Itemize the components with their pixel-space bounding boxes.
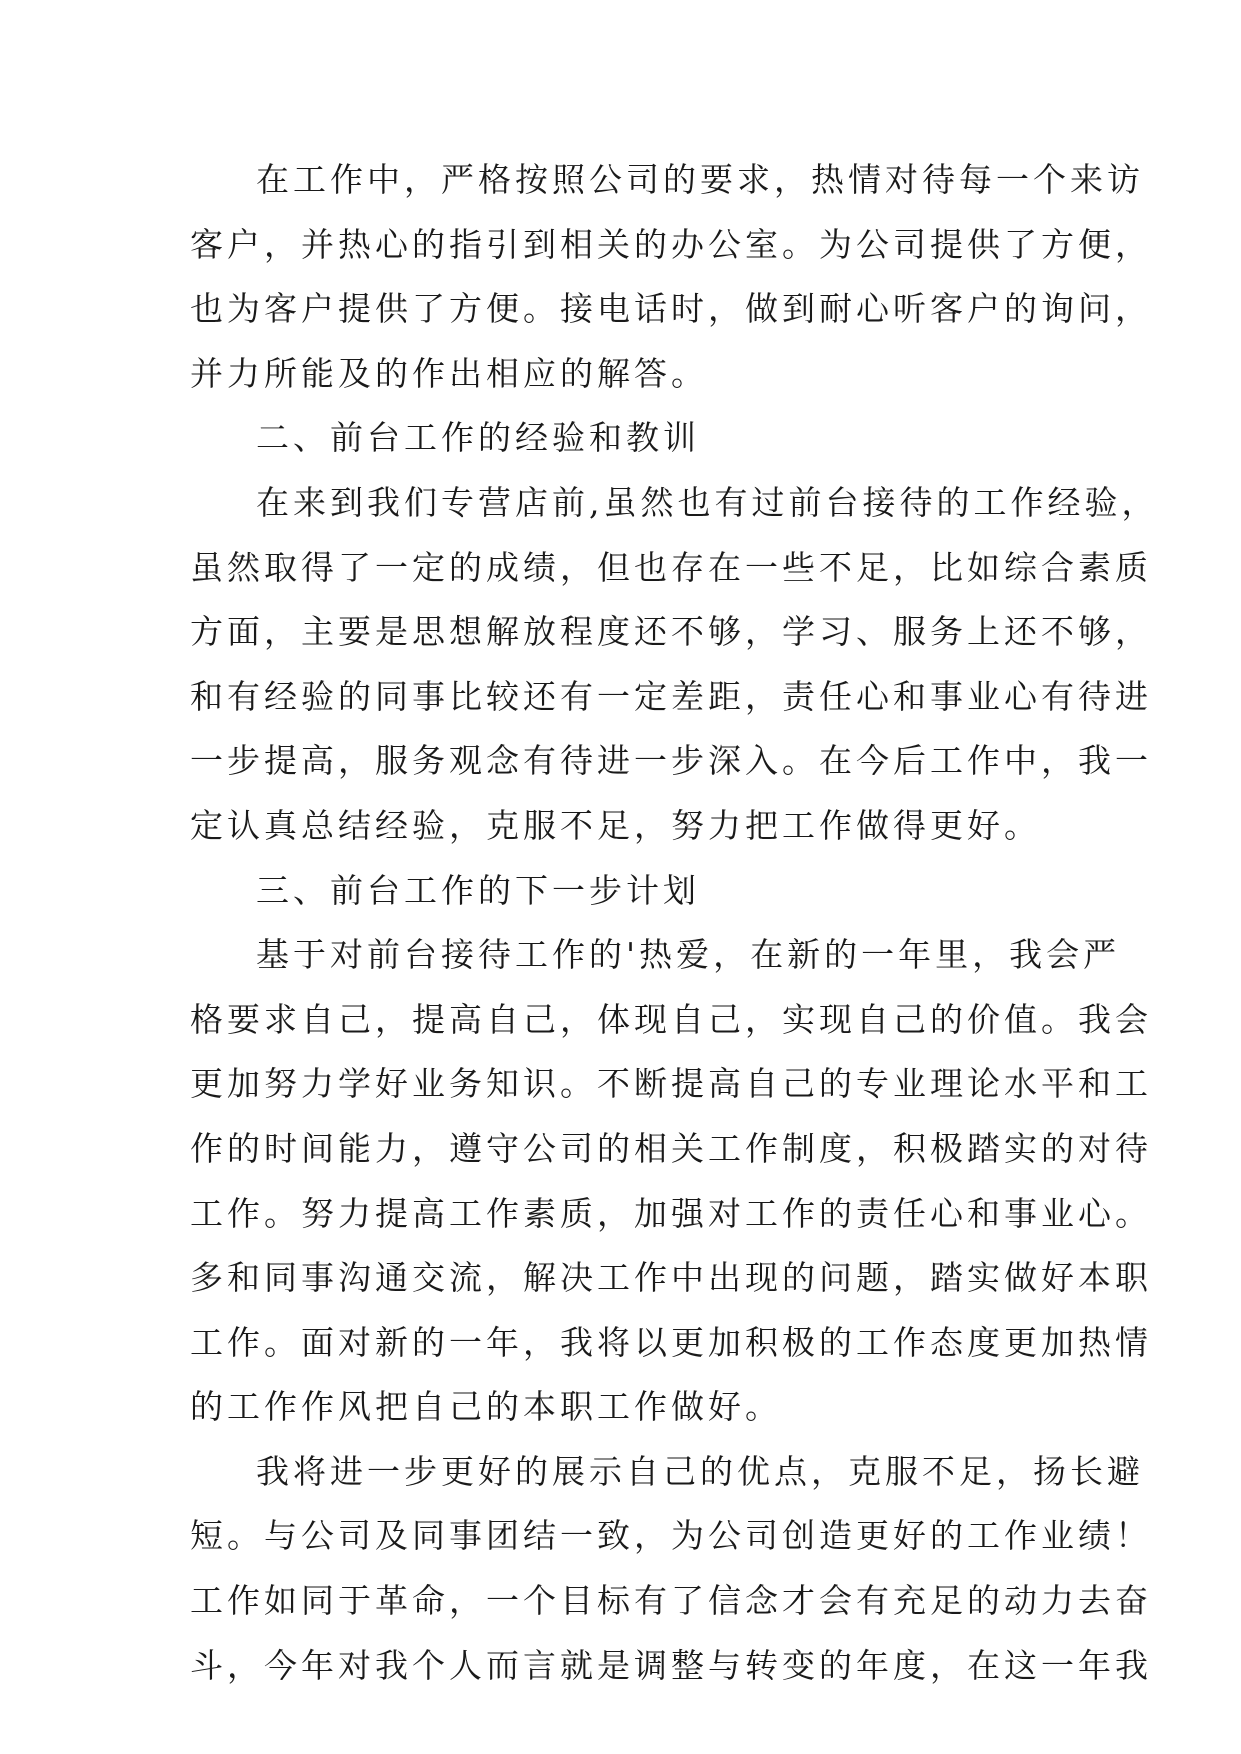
- text-line: 也为客户提供了方便。接电话时，做到耐心听客户的询问，: [190, 289, 1152, 329]
- text-line: 我将进一步更好的展示自己的优点，克服不足，扬长避: [256, 1451, 1144, 1491]
- text-line: 虽然取得了一定的成绩，但也存在一些不足，比如综合素质: [190, 547, 1152, 587]
- text-line: 在工作中，严格按照公司的要求，热情对待每一个来访: [256, 160, 1144, 199]
- document-body: [190, 148, 1159, 1698]
- text-line: 客户，并热心的指引到相关的办公室。为公司提供了方便，: [190, 224, 1152, 264]
- text-line: 斗，今年对我个人而言就是调整与转变的年度，在这一年我: [190, 1645, 1152, 1685]
- text-line: 多和同事沟通交流，解决工作中出现的问题，踏实做好本职: [190, 1258, 1152, 1298]
- text-line: 并力所能及的作出相应的解答。: [190, 353, 708, 393]
- text-line: 定认真总结经验，克服不足，努力把工作做得更好。: [190, 805, 1041, 845]
- text-line: 的工作作风把自己的本职工作做好。: [190, 1387, 782, 1427]
- text-line: 和有经验的同事比较还有一定差距，责任心和事业心有待进: [190, 676, 1152, 716]
- text-line: 工作。努力提高工作素质，加强对工作的责任心和事业心。: [190, 1193, 1152, 1233]
- text-line: 更加努力学好业务知识。不断提高自己的专业理论水平和工: [190, 1064, 1152, 1104]
- text-line: 在来到我们专营店前,虽然也有过前台接待的工作经验，: [256, 482, 1159, 522]
- text-line: 工作。面对新的一年，我将以更加积极的工作态度更加热情: [190, 1322, 1152, 1362]
- text-line: 基于对前台接待工作的'热爱，在新的一年里，我会严: [256, 935, 1121, 975]
- text-line: 工作如同于革命，一个目标有了信念才会有充足的动力去奋: [190, 1581, 1152, 1621]
- text-line: 一步提高，服务观念有待进一步深入。在今后工作中，我一: [190, 741, 1152, 781]
- text-line: 作的时间能力，遵守公司的相关工作制度，积极踏实的对待: [190, 1128, 1152, 1168]
- text-line: 方面，主要是思想解放程度还不够，学习、服务上还不够，: [190, 612, 1152, 652]
- text-line: 格要求自己，提高自己，体现自己，实现自己的价值。我会: [190, 999, 1152, 1039]
- text-line: 短。与公司及同事团结一致，为公司创造更好的工作业绩！: [190, 1516, 1152, 1556]
- section-heading: 三、前台工作的下一步计划: [256, 870, 700, 910]
- section-heading: 二、前台工作的经验和教训: [256, 418, 700, 458]
